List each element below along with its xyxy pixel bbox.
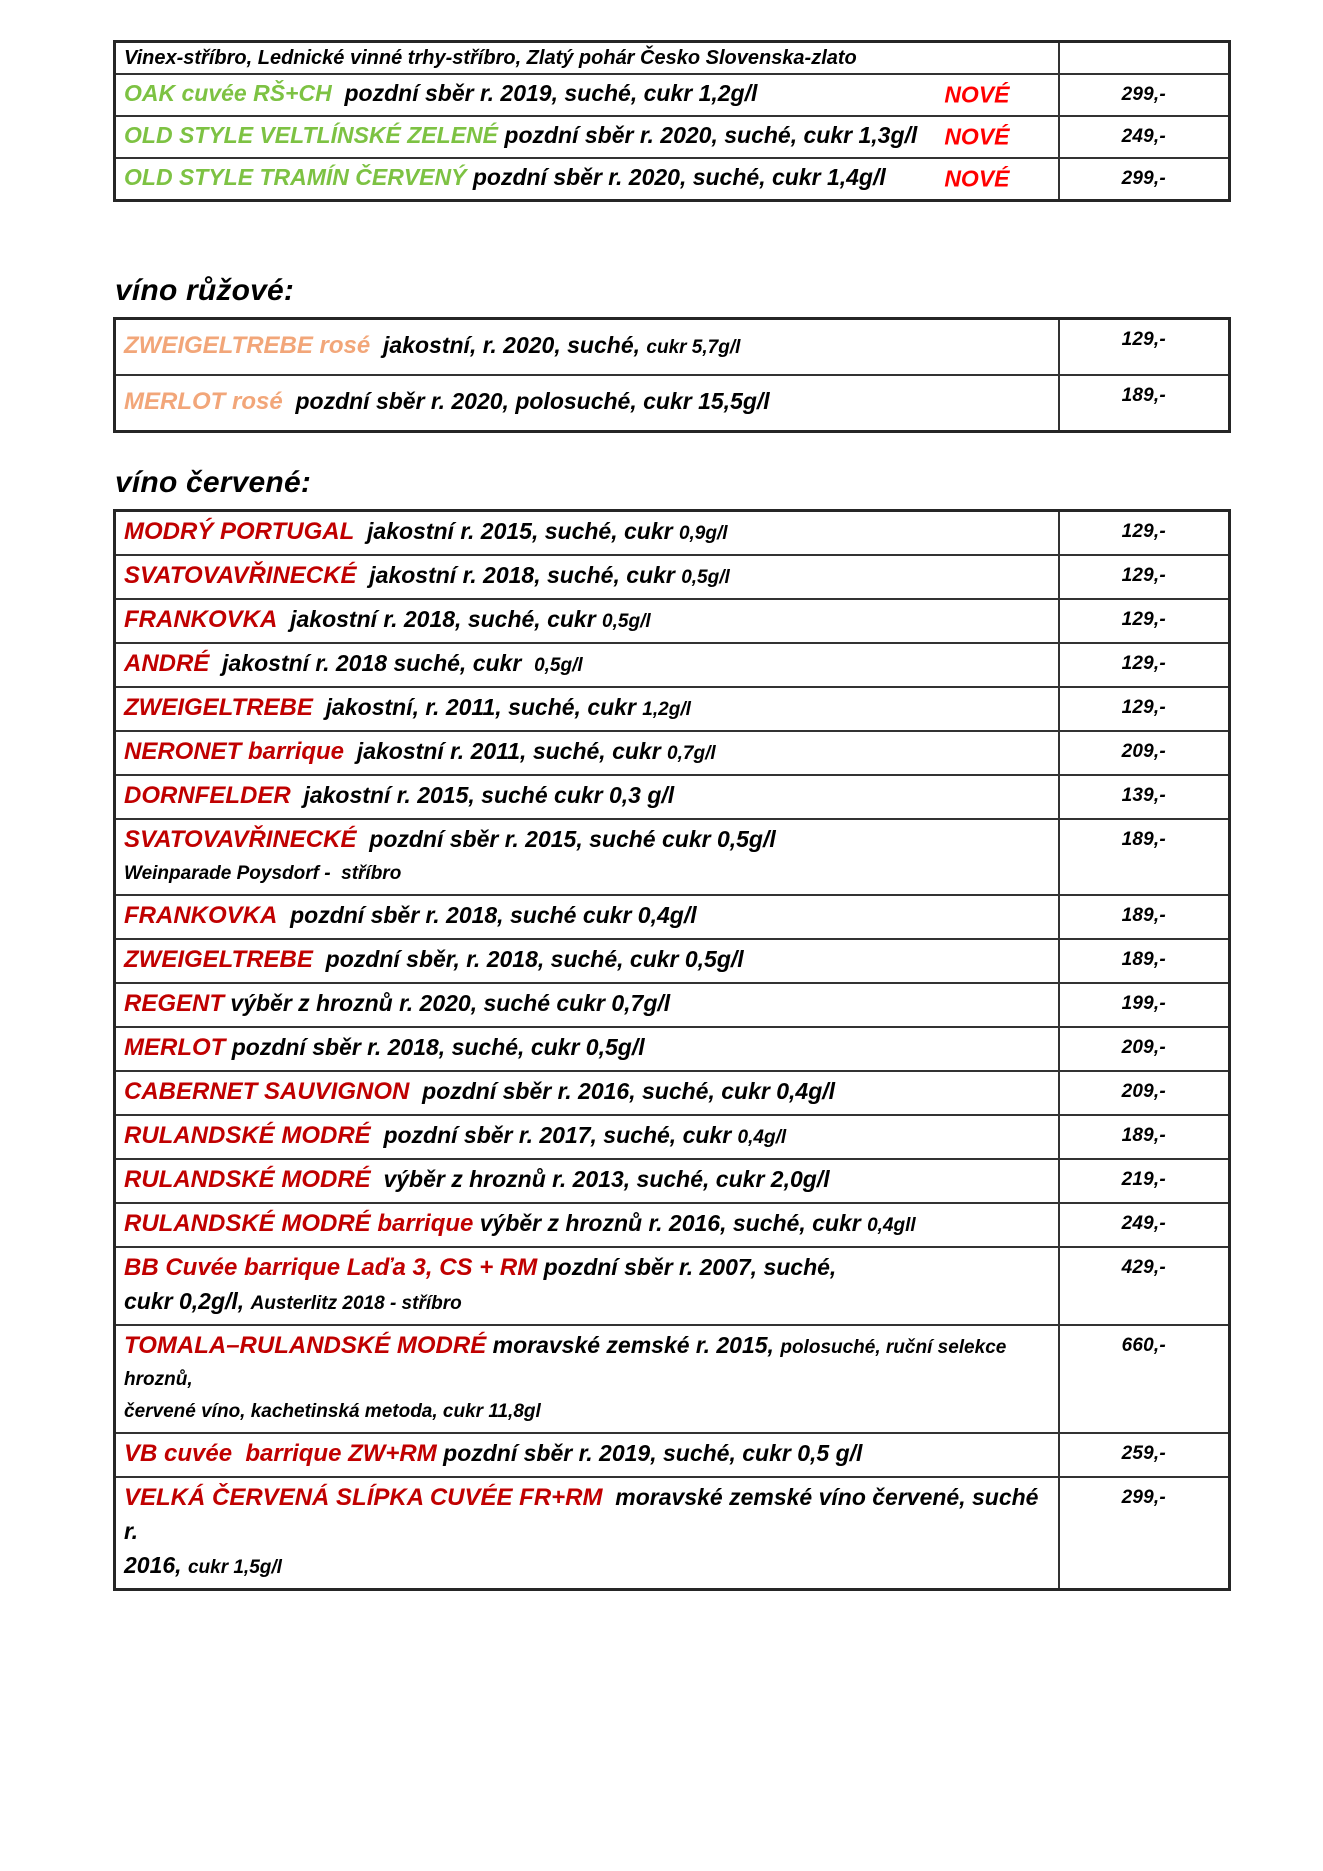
wine-name: ZWEIGELTREBE: [124, 694, 313, 721]
wine-description-cell: [115, 983, 1059, 1027]
wine-description-cell: [115, 319, 1059, 376]
wine-description-cell: [115, 116, 1059, 158]
wine-description-cell: [115, 1115, 1059, 1159]
wine-text-line: [124, 900, 1048, 934]
wine-text-line: [124, 1482, 1048, 1550]
wine-name: DORNFELDER: [124, 782, 291, 809]
wine-row: [115, 731, 1230, 775]
wine-row: [115, 116, 1230, 158]
price-cell: 129,-: [1059, 687, 1230, 731]
wine-desc: pozdní sběr r. 2020, suché, cukr 1,3g/l: [498, 122, 918, 148]
wine-desc: pozdní sběr r. 2018, suché cukr 0,4g/l: [277, 902, 697, 928]
wine-name: VELKÁ ČERVENÁ SLÍPKA CUVÉE FR+RM: [124, 1484, 603, 1511]
price-cell: 299,-: [1059, 158, 1230, 201]
wine-desc: cukr 1,5g/l: [187, 1557, 282, 1578]
wine-desc: pozdní sběr r. 2020, polosuché, cukr 15,5g/l: [282, 388, 770, 414]
wine-name: MODRÝ PORTUGAL: [124, 518, 355, 545]
price-cell: 299,-: [1059, 74, 1230, 116]
wine-text-line: [124, 78, 1048, 112]
price-cell: 129,-: [1059, 511, 1230, 556]
wine-description-cell: [115, 375, 1059, 432]
wine-desc: jakostní r. 2018, suché, cukr: [277, 606, 603, 632]
document-content: [113, 40, 1228, 1591]
wine-text-line: [124, 780, 1048, 814]
wine-desc: jakostní r. 2018 suché, cukr: [209, 650, 535, 676]
price-cell: 209,-: [1059, 1027, 1230, 1071]
wine-desc: pozdní sběr, r. 2018, suché, cukr 0,5g/l: [312, 946, 744, 972]
wine-desc: cukr 5,7g/l: [646, 337, 741, 358]
wine-row: [115, 1027, 1230, 1071]
wine-desc: výběr z hroznů r. 2020, suché cukr 0,7g/l: [224, 990, 671, 1016]
wine-name: FRANKOVKA: [124, 902, 278, 929]
wine-description-cell: [115, 555, 1059, 599]
wine-desc: 0,7g/l: [667, 743, 716, 764]
wine-text-line: [124, 648, 1048, 682]
wine-row: [115, 511, 1230, 556]
wine-desc: 2016,: [124, 1552, 188, 1578]
wine-text-line: [124, 329, 1048, 365]
wine-description-cell: [115, 1247, 1059, 1325]
wine-description-cell: [115, 819, 1059, 895]
wine-row: [115, 819, 1230, 895]
wine-text-line: [124, 604, 1048, 638]
empty-price-cell: [1059, 42, 1230, 75]
wine-text-line: [124, 120, 1048, 154]
wine-text-line: [124, 944, 1048, 978]
wine-name: SVATOVAVŘINECKÉ: [124, 562, 357, 589]
wine-description-cell: [115, 687, 1059, 731]
wine-text-line: [124, 1032, 1048, 1066]
wine-description-cell: [115, 643, 1059, 687]
wine-text-line: [124, 858, 1048, 890]
wine-name: RULANDSKÉ MODRÉ: [124, 1166, 371, 1193]
wine-row: [115, 1325, 1230, 1433]
wine-row: [115, 895, 1230, 939]
wine-row: [115, 1477, 1230, 1590]
wine-description-cell: [115, 74, 1059, 116]
wine-name: ANDRÉ: [124, 650, 210, 677]
wine-name: OLD STYLE VELTLÍNSKÉ ZELENÉ: [124, 122, 498, 148]
wine-description-cell: [115, 1325, 1059, 1433]
wine-desc: pozdní sběr r. 2019, suché, cukr 1,2g/l: [331, 80, 758, 106]
wine-text-line: [124, 1164, 1048, 1198]
wine-row: [115, 775, 1230, 819]
wine-desc: pozdní sběr r. 2016, suché, cukr 0,4g/l: [409, 1078, 836, 1104]
wine-name: REGENT: [124, 990, 225, 1017]
red-section-heading: víno červené:: [115, 466, 312, 499]
wine-row: [115, 643, 1230, 687]
wine-text-line: [124, 1396, 1048, 1428]
wine-desc: 0,4g/l: [737, 1127, 787, 1148]
nove-badge: NOVÉ: [944, 165, 1010, 192]
awards-header-note: Vinex-stříbro, Lednické vinné trhy-stříbro, Zlatý pohár Česko Slovenska-zlato: [115, 42, 1059, 75]
wine-row: [115, 375, 1230, 432]
price-cell: 299,-: [1059, 1477, 1230, 1590]
wine-desc: Austerlitz 2018 - stříbro: [250, 1293, 462, 1314]
wine-description-cell: [115, 731, 1059, 775]
wine-desc: jakostní r. 2011, suché, cukr: [344, 738, 668, 764]
wine-description-cell: [115, 599, 1059, 643]
wine-desc: moravské zemské víno červené, suché r.: [124, 1484, 1039, 1544]
wine-text-line: [124, 988, 1048, 1022]
price-cell: 129,-: [1059, 555, 1230, 599]
wine-desc: pozdní sběr r. 2018, suché, cukr 0,5g/l: [225, 1034, 645, 1060]
wine-text-line: [124, 1286, 1048, 1320]
wine-desc: jakostní r. 2015, suché cukr 0,3 g/l: [290, 782, 675, 808]
wine-description-cell: [115, 1433, 1059, 1477]
wine-text-line: [124, 1438, 1048, 1472]
nove-badge: NOVÉ: [944, 81, 1010, 108]
wine-description-cell: [115, 939, 1059, 983]
wine-row: [115, 687, 1230, 731]
wine-desc: jakostní r. 2015, suché, cukr: [354, 518, 679, 544]
price-cell: 209,-: [1059, 731, 1230, 775]
wine-row: [115, 1433, 1230, 1477]
wine-row: [115, 1159, 1230, 1203]
wine-text-line: [124, 1550, 1048, 1584]
wine-name: BB Cuvée barrique Laďa 3, CS + RM: [124, 1254, 538, 1281]
wine-row: [115, 158, 1230, 201]
wine-description-cell: [115, 158, 1059, 201]
awards-header-row: [115, 42, 1230, 75]
wine-desc: červené víno, kachetinská metoda, cukr 11,8gl: [124, 1401, 541, 1422]
wine-row: [115, 74, 1230, 116]
wine-desc: 0,5g/l: [602, 611, 651, 632]
wine-description-cell: [115, 1159, 1059, 1203]
wine-desc: Weinparade Poysdorf - stříbro: [124, 863, 402, 884]
wine-name: NERONET barrique: [124, 738, 345, 765]
wine-name: OLD STYLE TRAMÍN ČERVENÝ: [124, 164, 467, 190]
wine-name: RULANDSKÉ MODRÉ barrique: [124, 1210, 474, 1237]
wine-desc: polosuché, ruční selekce hroznů,: [124, 1337, 1007, 1390]
wine-name: CABERNET SAUVIGNON: [124, 1078, 410, 1105]
wine-desc: 1,2g/l: [642, 699, 691, 720]
wine-name: FRANKOVKA: [124, 606, 278, 633]
wine-description-cell: [115, 1027, 1059, 1071]
wine-desc: pozdní sběr r. 2007, suché,: [537, 1254, 837, 1280]
wine-desc: 0,5g/l: [534, 655, 583, 676]
wine-row: [115, 939, 1230, 983]
wine-name: VB cuvée barrique ZW+RM: [124, 1440, 437, 1467]
price-cell: 219,-: [1059, 1159, 1230, 1203]
wine-text-line: [124, 1076, 1048, 1110]
wine-desc: výběr z hroznů r. 2013, suché, cukr 2,0g/l: [370, 1166, 830, 1192]
price-cell: 189,-: [1059, 939, 1230, 983]
wine-description-cell: [115, 1071, 1059, 1115]
wine-text-line: [124, 162, 1048, 196]
wine-text-line: [124, 1252, 1048, 1286]
wine-name: OAK cuvée RŠ+CH: [124, 80, 332, 106]
wine-description-cell: [115, 1203, 1059, 1247]
wine-row: [115, 1203, 1230, 1247]
price-cell: 199,-: [1059, 983, 1230, 1027]
wine-desc: 0,4gll: [867, 1215, 916, 1236]
wine-text-line: [124, 1330, 1048, 1396]
wine-text-line: [124, 692, 1048, 726]
wine-desc: pozdní sběr r. 2017, suché, cukr: [370, 1122, 738, 1148]
wine-desc: pozdní sběr r. 2020, suché, cukr 1,4g/l: [466, 164, 886, 190]
wine-name: ZWEIGELTREBE rosé: [124, 332, 371, 359]
wine-desc: jakostní, r. 2011, suché, cukr: [312, 694, 643, 720]
wine-name: ZWEIGELTREBE: [124, 946, 313, 973]
wine-desc: moravské zemské r. 2015,: [486, 1332, 781, 1358]
price-cell: 209,-: [1059, 1071, 1230, 1115]
price-cell: 660,-: [1059, 1325, 1230, 1433]
wine-text-line: [124, 736, 1048, 770]
wine-row: [115, 1247, 1230, 1325]
wine-row: [115, 1115, 1230, 1159]
price-cell: 139,-: [1059, 775, 1230, 819]
wine-row: [115, 1071, 1230, 1115]
wine-desc: pozdní sběr r. 2015, suché cukr 0,5g/l: [356, 826, 776, 852]
wine-name: TOMALA–RULANDSKÉ MODRÉ: [124, 1332, 487, 1359]
price-cell: 259,-: [1059, 1433, 1230, 1477]
price-cell: 189,-: [1059, 1115, 1230, 1159]
wine-desc: cukr 0,2g/l,: [124, 1288, 251, 1314]
wine-row: [115, 555, 1230, 599]
wine-desc: 0,5g/l: [681, 567, 730, 588]
wine-text-line: [124, 1120, 1048, 1154]
price-cell: 189,-: [1059, 819, 1230, 895]
price-cell: 429,-: [1059, 1247, 1230, 1325]
wine-text-line: [124, 560, 1048, 594]
wine-name: RULANDSKÉ MODRÉ: [124, 1122, 371, 1149]
wine-desc: výběr z hroznů r. 2016, suché, cukr: [473, 1210, 868, 1236]
wine-text-line: [124, 516, 1048, 550]
price-cell: 129,-: [1059, 643, 1230, 687]
price-cell: 189,-: [1059, 375, 1230, 432]
wine-description-cell: [115, 511, 1059, 556]
nove-badge: NOVÉ: [944, 123, 1010, 150]
wine-desc: 0,9g/l: [678, 523, 728, 544]
top-awards-table: [113, 40, 1231, 202]
rose-section-heading: víno růžové:: [115, 274, 295, 307]
wine-description-cell: [115, 775, 1059, 819]
wine-name: MERLOT: [124, 1034, 226, 1061]
wine-description-cell: [115, 1477, 1059, 1590]
wine-text-line: [124, 1208, 1048, 1242]
wine-name: SVATOVAVŘINECKÉ: [124, 826, 357, 853]
price-cell: 129,-: [1059, 319, 1230, 376]
wine-text-line: [124, 824, 1048, 858]
wine-row: [115, 983, 1230, 1027]
wine-description-cell: [115, 895, 1059, 939]
rose-wine-table: [113, 317, 1231, 433]
price-cell: 249,-: [1059, 116, 1230, 158]
wine-row: [115, 319, 1230, 376]
price-cell: 189,-: [1059, 895, 1230, 939]
wine-row: [115, 599, 1230, 643]
wine-text-line: [124, 385, 1048, 421]
price-cell: 249,-: [1059, 1203, 1230, 1247]
red-wine-table: [113, 509, 1231, 1591]
price-cell: 129,-: [1059, 599, 1230, 643]
wine-desc: jakostní r. 2018, suché, cukr: [356, 562, 682, 588]
wine-desc: pozdní sběr r. 2019, suché, cukr 0,5 g/l: [436, 1440, 863, 1466]
wine-name: MERLOT rosé: [124, 388, 283, 415]
wine-desc: jakostní, r. 2020, suché,: [370, 332, 647, 358]
